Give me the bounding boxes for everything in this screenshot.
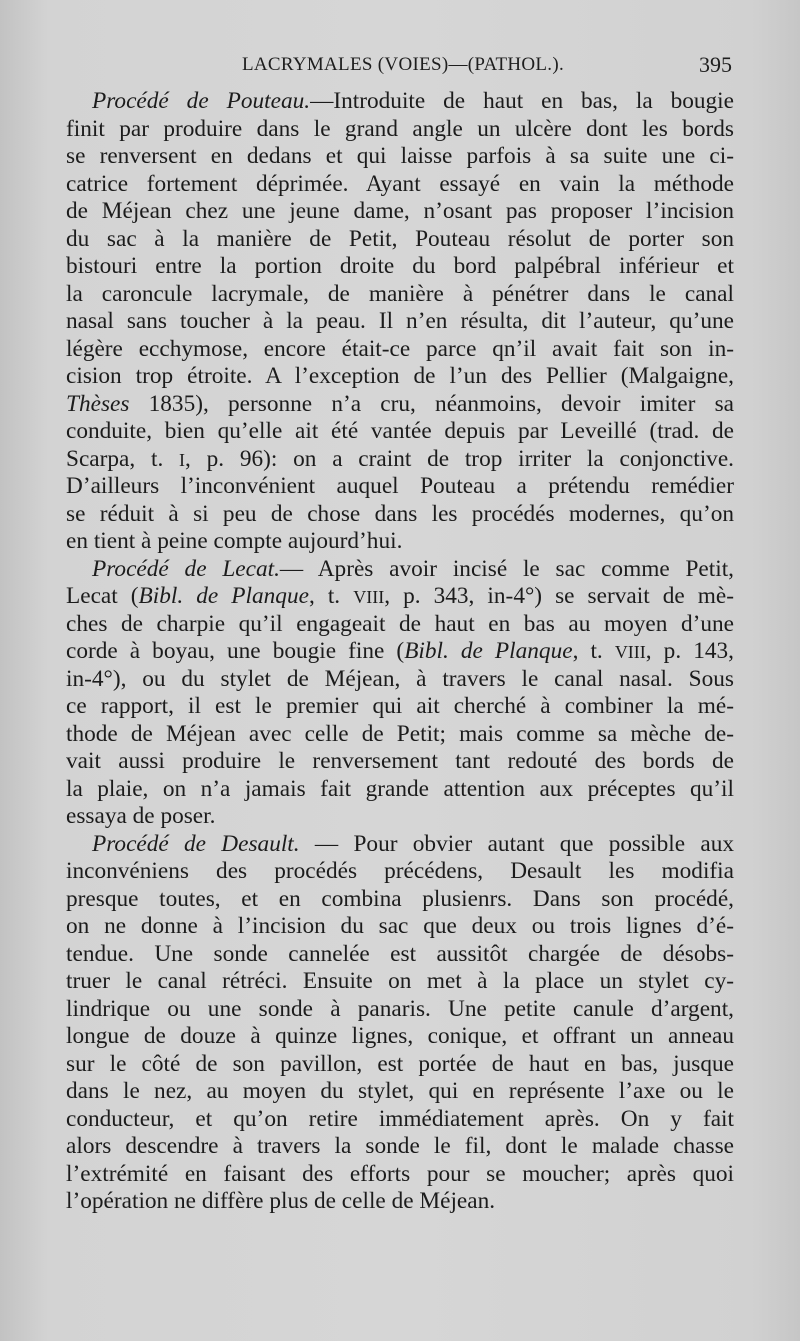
text-segment: —Introduite de haut en bas, la bougie [310,88,734,114]
text-segment: — Après avoir incisé le sac comme Petit, [279,555,734,582]
text-line [66,1106,734,1134]
text-segment: ches de charpie qu’il engageait de haut en bas au moyen d’une [66,610,734,637]
text-line [66,226,734,254]
text-segment: l’opération ne diffère plus de celle de Méjean. [66,1188,496,1214]
text-line [66,913,734,941]
text-line [66,1188,734,1216]
text-line [66,941,734,969]
text-segment: , t. [572,638,615,664]
text-line [66,1133,734,1161]
italic-text: Thèses [66,390,130,417]
text-line [66,968,734,996]
text-line [66,473,734,501]
text-segment: de Méjean chez une jeune dame, n’osant pas proposer l’incision [66,198,734,224]
text-line [66,748,734,776]
text-line [66,776,734,804]
text-segment: , p. 143, [645,638,734,664]
text-line [66,501,734,529]
text-line [66,418,734,446]
text-line [66,336,734,364]
text-segment: catrice fortement déprimée. Ayant essayé en vain la méthode [66,170,734,197]
text-line [66,363,734,391]
text-segment: lindrique ou une sonde à panaris. Une petite canule d’argent, [66,995,734,1022]
text-line [66,88,734,116]
text-segment: VIII [353,587,385,607]
text-line [66,666,734,694]
text-segment: tendue. Une sonde cannelée est aussitôt chargée de désobs- [66,940,734,967]
text-segment: , p. 96): on a craint de trop irriter la conjonctive. [185,445,734,472]
text-segment: en tient à peine compte aujourd’hui. [66,528,403,554]
text-line [66,831,734,859]
text-line [66,721,734,749]
text-line [66,446,734,474]
text-line [66,143,734,171]
text-segment: cision trop étroite. A l’exception de l’un des Pellier (Malgaigne, [66,363,734,389]
text-line [66,198,734,226]
text-segment: conducteur, et qu’on retire immédiatement après. On y fait [66,1105,734,1132]
text-segment: inconvéniens des procédés précédens, Desault les modifia [66,858,734,884]
text-segment: 1835), personne n’a cru, néanmoins, devoir imiter sa [129,390,734,417]
text-segment: corde à boyau, une bougie fine ( [66,638,405,664]
text-segment: vait aussi produire le renversement tant redouté des bords de [66,748,734,774]
text-segment: D’ailleurs l’inconvénient auquel Pouteau a prétendu remédier [66,473,734,499]
text-segment: Scarpa, t. [66,445,180,472]
text-line [66,308,734,336]
text-segment: se réduit à si peu de chose dans les procédés modernes, qu’on [66,500,734,527]
italic-text: Bibl. de Planque [138,583,309,609]
text-segment: légère ecchymose, encore était-ce parce qn’il avait fait son in- [66,335,734,362]
text-line [66,1051,734,1079]
text-segment: alors descendre à travers la sonde le fil, dont le malade chasse [66,1133,734,1159]
text-segment: ce rapport, il est le premier qui ait cherché à combiner la mé- [66,693,734,719]
text-segment: conduite, bien qu’elle ait été vantée depuis par Leveillé (trad. de [66,418,734,444]
italic-text: Procédé de Lecat. [92,555,280,582]
body-text [66,88,734,1216]
text-segment: sur le côté de son pavillon, est portée de haut en bas, jusque [66,1050,734,1077]
text-segment: dans le nez, au moyen du stylet, qui en représente l’axe ou le [66,1078,734,1104]
text-line [66,583,734,611]
text-segment: l’extrémité en faisant des efforts pour se moucher; après quoi [66,1160,734,1187]
italic-text: Procédé de Pouteau. [92,88,311,114]
text-segment: thode de Méjean avec celle de Petit; mais comme sa mèche de- [66,720,734,747]
italic-text: Bibl. de Planque [404,638,573,664]
text-line [66,528,734,556]
text-segment: I [179,449,186,470]
text-segment: bistouri entre la portion droite du bord palpébral inférieur et [66,253,734,279]
text-segment: — Pour obvier autant que possible aux [299,830,734,857]
text-segment: VIII [614,642,646,662]
text-line [66,886,734,914]
page-number: 395 [699,52,732,77]
text-segment: essaya de poser. [66,803,216,829]
text-segment: du sac à la manière de Petit, Pouteau résolut de porter son [66,225,734,252]
text-line [66,556,734,584]
text-segment: , p. 343, in-4°) se servait de mè- [384,583,734,609]
text-segment: on ne donne à l’incision du sac que deux ou trois lignes d’é- [66,913,734,939]
text-segment: la caroncule lacrymale, de manière à pénétrer dans le canal [66,280,734,307]
text-segment: in-4°), ou du stylet de Méjean, à travers le canal nasal. Sous [66,665,734,692]
text-segment: truer le canal rétréci. Ensuite on met à la place un stylet cy- [66,968,734,994]
text-segment: nasal sans toucher à la peau. Il n’en résulta, dit l’auteur, qu’une [66,308,734,334]
text-line [66,116,734,144]
running-head: LACRYMALES (VOIES)—(PATHOL.). [242,54,565,75]
text-line [66,281,734,309]
text-segment: la plaie, on n’a jamais fait grande attention aux préceptes qu’il [66,775,734,802]
text-line [66,693,734,721]
text-line [66,638,734,666]
text-segment: se renversent en dedans et qui laisse parfois à sa suite une ci- [66,143,734,169]
italic-text: Procédé de Desault. [92,830,300,857]
text-segment: longue de douze à quinze lignes, conique, et offrant un anneau [66,1023,734,1049]
text-segment: Lecat ( [66,583,139,609]
text-line [66,1078,734,1106]
text-line [66,611,734,639]
text-line [66,171,734,199]
text-line [66,391,734,419]
page-header [66,54,732,84]
text-line [66,253,734,281]
text-segment: , t. [308,583,354,609]
text-segment: finit par produire dans le grand angle un ulcère dont les bords [66,115,734,142]
text-line [66,858,734,886]
text-line [66,1023,734,1051]
text-line [66,803,734,831]
text-line [66,996,734,1024]
text-segment: presque toutes, et en combina plusienrs. Dans son procédé, [66,885,734,912]
text-line [66,1161,734,1189]
